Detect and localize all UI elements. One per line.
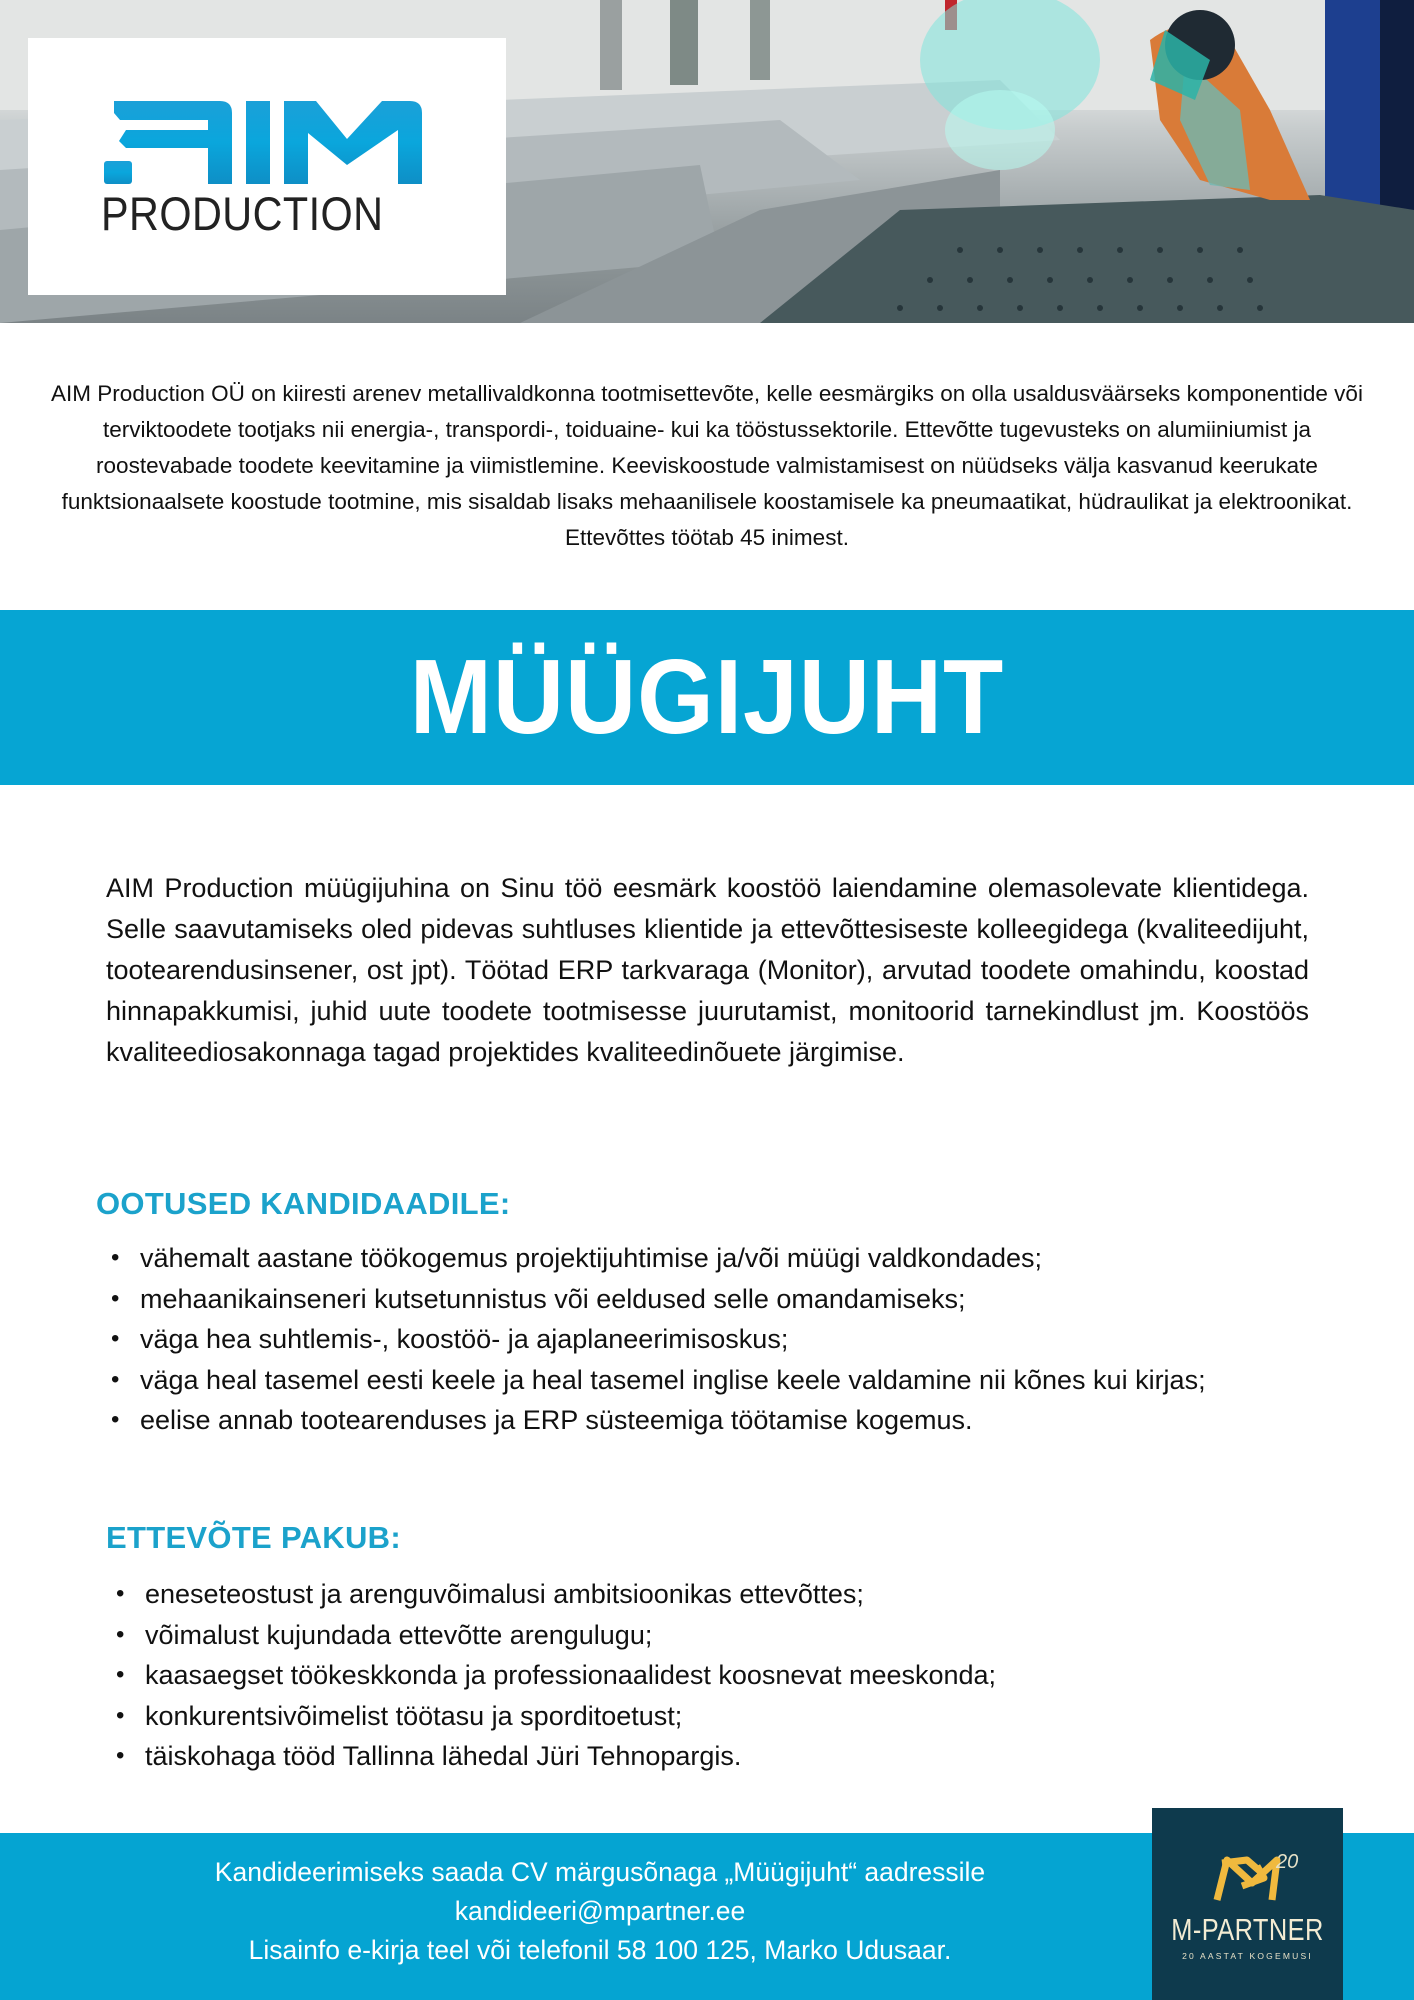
list-item: • väga hea suhtlemis-, koostöö- ja ajaplaneerimisoskus; [107, 1319, 1206, 1360]
offer-heading: ETTEVÕTE PAKUB: [106, 1520, 401, 1555]
requirements-list [107, 1238, 1206, 1441]
m-partner-emblem-icon [1152, 1808, 1343, 1918]
list-item: • konkurentsivõimelist töötasu ja sporditoetust; [112, 1696, 996, 1737]
contact-info [150, 1853, 1050, 1970]
additional-info: Lisainfo e-kirja teel või telefonil 58 100 125, Marko Udusaar. [248, 1935, 952, 1965]
aim-wordmark: PRODUCTION [101, 187, 384, 240]
anniversary-badge: 20 [1276, 1851, 1299, 1873]
list-item: • eneseteostust ja arenguvõimalusi ambitsioonikas ettevõttes; [112, 1574, 996, 1615]
aim-production-logo [28, 38, 506, 295]
list-item: • täiskohaga tööd Tallinna lähedal Jüri Tehnopargis. [112, 1736, 996, 1777]
job-description: AIM Production müügijuhina on Sinu töö eesmärk koostöö laiendamine olemasolevate klientidega. Selle saavutamiseks oled pidevas suhtluses klientide ja ettevõttesiseste kolleegidega (kvaliteedijuht, tootearendusinsener, ost jpt). Töötad ERP tarkvaraga (Monitor), arvutad toodete omahindu, koostad hinnapakkumisi, juhid uute toodete tootmisesse juurutamist, monitoorid tarnekindlust jm. Koostöös kvaliteediosakonnaga tagad projektides kvaliteedinõuete järgimise. [106, 873, 1309, 1067]
list-item: • kaasaegset töökeskkonda ja professionaalidest koosnevat meeskonda; [112, 1655, 996, 1696]
list-item: • eelise annab tootearenduses ja ERP süsteemiga töötamise kogemus. [107, 1400, 1206, 1441]
list-item: • väga heal tasemel eesti keele ja heal tasemel inglise keele valdamine nii kõnes kui kirjas; [107, 1360, 1206, 1401]
list-item: • mehaanikainseneri kutsetunnistus või eeldused selle omandamiseks; [107, 1279, 1206, 1320]
list-item: • vähemalt aastane töökogemus projektijuhtimise ja/või müügi valdkondades; [107, 1238, 1206, 1279]
application-instructions: Kandideerimiseks saada CV märgusõnaga „Müügijuht“ aadressile [214, 1857, 986, 1887]
job-title-banner [0, 610, 1414, 785]
company-intro: AIM Production OÜ on kiiresti arenev metallivaldkonna tootmisettevõte, kelle eesmärgiks on olla usaldusväärseks komponentide või terviktoodete tootjaks nii energia-, transpordi-, toiduaine- kui ka tööstussektorile. Ettevõtte tugevusteks on alumiiniumist ja roostevabade toodete keevitamine ja viimistlemine. Keeviskoostude valmistamisest on nüüdseks välja kasvanud keerukate funktsionaalsete koostude tootmine, mis sisaldab lisaks mehaanilisele koostamisele ka pneumaatikat, hüdraulikat ja elektroonikat. Ettevõttes töötab 45 inimest. [51, 381, 1363, 550]
requirements-heading: OOTUSED KANDIDAADILE: [96, 1186, 511, 1221]
job-title: MÜÜGIJUHT [409, 638, 1005, 756]
offer-list [112, 1574, 996, 1777]
hero-image [0, 0, 1414, 323]
m-partner-logo [1152, 1808, 1343, 2000]
m-partner-name: M-PARTNER [1171, 1912, 1324, 1947]
list-item: • võimalust kujundada ettevõtte arengulugu; [112, 1615, 996, 1656]
contact-email-link[interactable]: kandideeri@mpartner.ee [454, 1896, 746, 1926]
m-partner-tagline: 20 AASTAT KOGEMUSI [1182, 1951, 1313, 1961]
